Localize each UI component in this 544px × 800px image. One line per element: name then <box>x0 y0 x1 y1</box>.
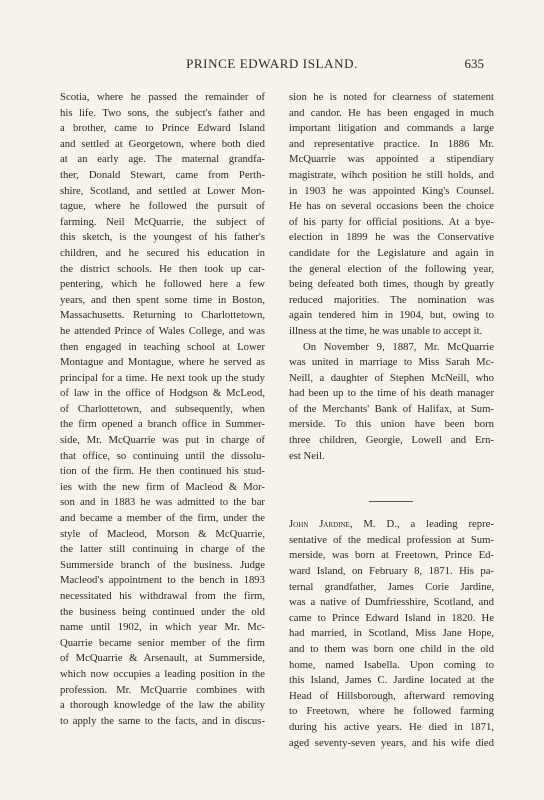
text-line: of his party for official positions. At a bye- <box>289 215 494 228</box>
text-line: years, and then spent some time in Boston, <box>60 293 265 306</box>
text-line: tague, where he followed the pursuit of <box>60 200 265 213</box>
text-line: the district schools. He then took up car- <box>60 262 265 275</box>
text-line: of Charlottetown, and subsequently, when <box>60 402 265 415</box>
text-line: the general election of the following year, <box>289 262 494 275</box>
section-divider <box>369 501 413 502</box>
right-column <box>289 90 494 751</box>
text-line: a thorough knowledge of the law the ability <box>60 699 265 712</box>
bio-first-line-rest: a leading repre- <box>399 518 494 531</box>
text-line: was a native of Dumfriesshire, Scotland, and <box>289 596 494 609</box>
text-line: farming. Neil McQuarrie, the subject of <box>60 215 265 228</box>
text-line: and representative practice. In 1886 Mr. <box>289 137 494 150</box>
text-line: election in 1899 he was the Conservative <box>289 231 494 244</box>
text-line: Macleod's appointment to the bench in 1893 <box>60 574 265 587</box>
text-line: his life. Two sons, the subject's father and <box>60 106 265 119</box>
bio-heading: John Jardine, M. D., <box>289 518 400 531</box>
text-line: this Island, James C. Jardine located at the <box>289 674 494 687</box>
text-line: necessitated his withdrawal from the firm, <box>60 590 265 602</box>
paragraph-mcquarrie-marriage <box>289 340 494 465</box>
text-line: ward Island, on February 8, 1871. His pa- <box>289 565 494 578</box>
text-line: ies with the new firm of Macleod & Mor- <box>60 480 265 493</box>
jardine-bio-lines <box>289 533 494 751</box>
text-line: On November 9, 1887, Mr. McQuarrie <box>303 340 494 353</box>
text-line: had married, in Scotland, Miss Jane Hope, <box>289 627 494 640</box>
text-line: reduced majorities. The nomination was <box>289 293 494 306</box>
text-line: merside, was born at Freetown, Prince Ed- <box>289 549 494 562</box>
text-line: the latter still continuing in charge of the <box>60 543 265 556</box>
text-line: sentative of the medical profession at Sum- <box>289 533 494 546</box>
text-line: the firm opened a branch office in Summer- <box>60 418 265 431</box>
section-gap <box>289 464 494 495</box>
text-line: Scotia, where he passed the remainder of <box>60 91 265 103</box>
page-number: 635 <box>464 56 484 71</box>
text-line: magistrate, wihch position he still holds, and <box>289 168 494 181</box>
text-line: Quarrie became senior member of the firm <box>60 636 265 649</box>
text-line: name until 1902, in which year Mr. Mc- <box>60 621 265 634</box>
text-line: of McQuarrie & Arsenault, at Summerside, <box>60 652 265 665</box>
text-line: principal for a time. He next took up the study <box>60 371 265 384</box>
text-line: a brother, came to Prince Edward Island <box>60 122 265 135</box>
text-line: He has on several occasions been the choice <box>289 200 494 213</box>
text-line: ther, Donald Stewart, came from Perth- <box>60 168 265 181</box>
text-line: style of Macleod, Morson & McQuarrie, <box>60 527 265 540</box>
text-line: Head of Hillsborough, afterward removing <box>289 689 494 702</box>
text-line: to apply the same to the facts, and in discus- <box>60 714 265 727</box>
page-title: PRINCE EDWARD ISLAND. <box>186 56 358 71</box>
text-line: again tendered him in 1904, but, owing to <box>289 309 494 322</box>
text-line: to Freetown, where he followed farming <box>289 705 494 718</box>
text-line: that office, so continuing until the dissolu- <box>60 449 265 462</box>
text-line: candidate for the Legislature and again in <box>289 246 494 259</box>
paragraph-mcquarrie-career <box>289 90 494 340</box>
text-line: profession. Mr. McQuarrie combines with <box>60 683 265 696</box>
text-line: tion of the firm. He then continued his stud- <box>60 465 265 478</box>
text-line: illness at the time, he was unable to accept it. <box>289 324 483 337</box>
paragraph-jardine-bio <box>289 517 494 751</box>
text-line: Summerside branch of the business. Judge <box>60 558 265 571</box>
text-line: Montague and Montague, where he served as <box>60 356 265 369</box>
text-line: of law in the office of Hodgson & McLeod, <box>60 387 265 400</box>
text-line: important litigation and commands a large <box>289 122 494 135</box>
text-line: and candor. He has been engaged in much <box>289 106 494 119</box>
text-line: which now occupies a leading position in the <box>60 667 265 680</box>
text-line: then engaged in teaching school at Lower <box>60 340 265 353</box>
text-line <box>289 517 494 533</box>
text-line: Massachusetts. Returning to Charlottetown, <box>60 309 265 322</box>
text-line: had been up to the time of his death manager <box>289 387 494 400</box>
text-line: merside. To this union have been born <box>289 418 494 431</box>
text-line: and became a member of the firm, under the <box>60 512 265 525</box>
text-line: the business being continued under the old <box>60 605 265 618</box>
text-line: Neill, a daughter of Stephen McNeill, who <box>289 371 494 384</box>
text-line: aged seventy-seven years, and his wife died <box>289 736 494 749</box>
text-line: shire, Scotland, and settled at Lower Mon- <box>60 184 265 197</box>
text-line: he attended Prince of Wales College, and was <box>60 324 265 337</box>
text-line: at an early age. The maternal grandfa- <box>60 153 265 166</box>
text-line: home, named Isabella. Upon coming to <box>289 658 494 671</box>
left-column <box>60 90 265 729</box>
running-header <box>0 56 544 74</box>
text-line: in 1903 he was appointed King's Counsel. <box>289 184 494 197</box>
text-line: during his active years. He died in 1871, <box>289 720 494 733</box>
text-line: est Neil. <box>289 449 325 462</box>
text-line: son and in 1883 he was admitted to the bar <box>60 496 265 509</box>
text-line: ternal grandfather, James Corie Jardine, <box>289 580 494 593</box>
text-line: was united in marriage to Miss Sarah Mc- <box>289 356 494 369</box>
text-line: and to them was born one child in the old <box>289 643 494 655</box>
text-line: and settled at Georgetown, where both died <box>60 137 265 150</box>
text-line: side, Mr. McQuarrie was put in charge of <box>60 434 265 447</box>
text-line: sion he is noted for clearness of statement <box>289 91 494 103</box>
text-line: pentering, which he followed here a few <box>60 278 265 291</box>
text-line: McQuarrie was appointed a stipendiary <box>289 153 494 166</box>
text-line: this sketch, is the youngest of his father's <box>60 231 265 244</box>
text-line: came to Prince Edward Island in 1820. He <box>289 611 494 624</box>
text-line: of the Merchants' Bank of Halifax, at Sum- <box>289 402 494 415</box>
text-line: three children, Georgie, Lowell and Ern- <box>289 434 494 447</box>
text-line: being defeated both times, though by greatly <box>289 278 494 291</box>
text-line: children, and he secured his education in <box>60 246 265 259</box>
